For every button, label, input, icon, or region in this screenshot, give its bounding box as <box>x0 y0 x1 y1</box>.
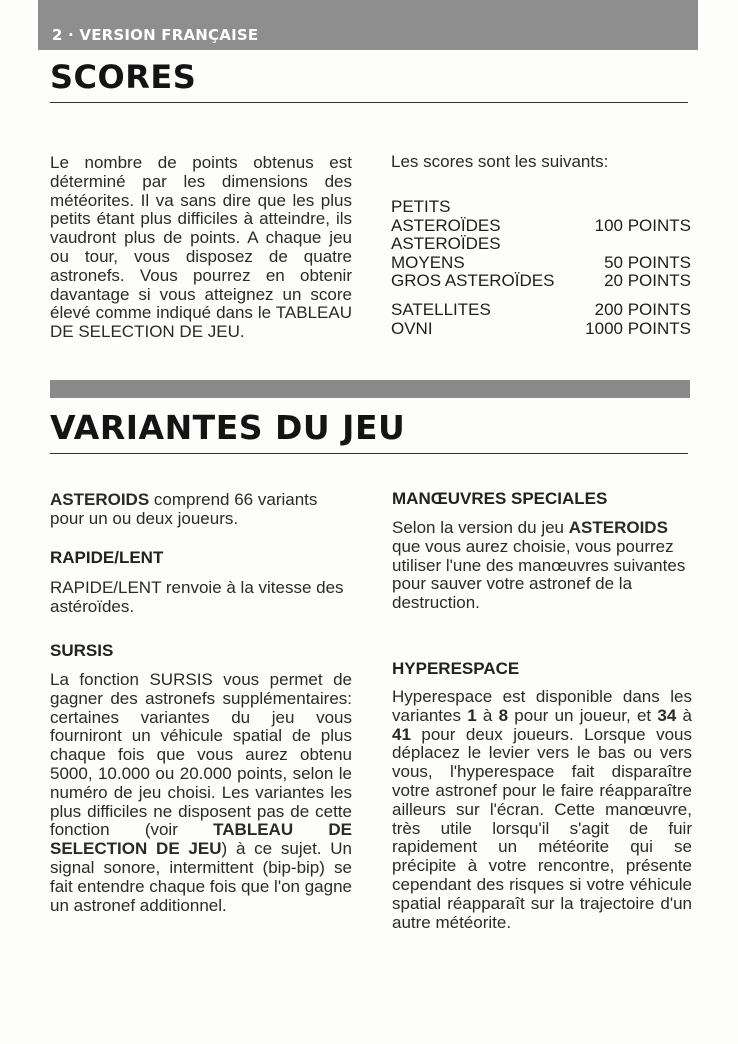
score-row <box>391 254 691 273</box>
variantes-intro <box>50 491 350 529</box>
scores-intro <box>50 154 352 342</box>
score-row <box>391 198 691 217</box>
version-label: 2 · VERSION FRANÇAISE <box>52 26 259 44</box>
hyperespace-joiner: à <box>676 705 692 725</box>
variant-number: 8 <box>498 705 509 725</box>
manoeuvres-text-a: Selon la version du jeu <box>392 518 569 537</box>
score-points: 50 POINTS <box>604 252 691 272</box>
header-bar <box>38 0 698 50</box>
variant-number: 41 <box>392 724 411 744</box>
score-label: GROS ASTEROÏDES <box>391 271 555 291</box>
hyperespace-heading: HYPERESPACE <box>392 659 520 678</box>
rapide-heading: RAPIDE/LENT <box>50 548 164 567</box>
score-label: OVNI <box>391 318 433 338</box>
score-row <box>391 320 691 339</box>
score-points: 100 POINTS <box>594 215 691 235</box>
sursis-heading: SURSIS <box>50 641 114 660</box>
score-row <box>391 301 691 320</box>
variantes-rule <box>50 453 688 454</box>
hyperespace-joiner: à <box>476 705 499 725</box>
score-row <box>391 235 691 254</box>
variantes-title: VARIANTES DU JEU <box>50 408 406 447</box>
asteroids-name: ASTEROIDS <box>568 518 668 537</box>
score-label: SATELLITES <box>391 299 491 319</box>
hyperespace-text <box>392 688 692 932</box>
scores-rule <box>50 102 688 103</box>
hyperespace-text-b: pour deux joueurs. Lorsque vous déplacez le levier vers le bas ou vers vous, l'hyperespace fait disparaître votre astronef pour le faire réapparaître ailleurs sur l'écran. Cette manœuvre, très utile lorsqu'il s'agit de fuir rapidement un météorite qui se précipite à votre rencontre, présente cependant des risques si votre véhicule spatial réapparaît sur la trajectoire d'un autre météorite. <box>392 724 692 932</box>
variant-number: 1 <box>467 705 477 725</box>
score-row <box>391 217 691 236</box>
rapide-text: RAPIDE/LENT renvoie à la vitesse des astéroïdes. <box>50 578 344 616</box>
selection-table-ref: TABLEAU DE SELECTION DE JEU <box>50 303 352 342</box>
manoeuvres-text <box>392 519 690 613</box>
score-label: MOYENS <box>391 252 465 272</box>
scores-table-intro: Les scores sont les suivants: <box>391 152 609 171</box>
selection-table-ref: TABLEAU DE SELECTION DE JEU <box>50 820 353 859</box>
scores-title: SCORES <box>50 58 197 96</box>
score-label: ASTEROÏDES <box>391 234 501 254</box>
hyperespace-text-a: Hyperespace est disponible dans les variantes <box>392 687 692 725</box>
scores-table <box>391 198 691 338</box>
variant-number: 34 <box>657 705 677 725</box>
scores-intro-text: Le nombre de points obtenus est déterminé par les dimensions des météorites. Il va sans dire que les plus petits étant plus difficiles à atteindre, ils vaudront plus de points. A chaque jeu ou tour, vous disposez de quatre astronefs. Vous pourrez en obtenir davantage si vous atteignez un score élevé comme indiqué dans le <box>50 153 352 323</box>
scores-intro-end: . <box>239 322 245 342</box>
score-label: ASTEROÏDES <box>391 215 501 235</box>
score-points: 20 POINTS <box>604 271 691 291</box>
section-divider-bar <box>50 380 690 398</box>
score-points: 200 POINTS <box>594 299 691 319</box>
sursis-text-b: ) à ce sujet. Un signal sonore, intermittent (bip-bip) se fait entendre chaque fois que l'on gagne un astronef additionnel. <box>50 839 353 915</box>
score-points: 1000 POINTS <box>585 318 691 338</box>
score-label: PETITS <box>391 197 451 216</box>
variantes-intro-text: comprend 66 variants pour un ou deux joueurs. <box>50 490 318 528</box>
manoeuvres-heading: MANŒUVRES SPECIALES <box>392 489 608 508</box>
manoeuvres-text-b: que vous aurez choisie, vous pourrez utiliser l'une des manœuvres suivantes pour sauver votre astronef de la destruction. <box>392 536 686 613</box>
hyperespace-joiner: pour un joueur, et <box>508 705 658 725</box>
score-row <box>391 272 691 291</box>
sursis-text <box>50 671 352 915</box>
asteroids-name: ASTEROIDS <box>50 490 150 509</box>
sursis-text-a: La fonction SURSIS vous permet de gagner des astronefs supplémentaires: certaines variantes du jeu vous fourniront un véhicule spatial de plus chaque fois que vous aurez obtenu 5000, 10.000 ou 20.000 points, selon le numéro de jeu choisi. Les variantes les plus difficiles ne disposent pas de cette fonction (voir <box>50 670 352 840</box>
